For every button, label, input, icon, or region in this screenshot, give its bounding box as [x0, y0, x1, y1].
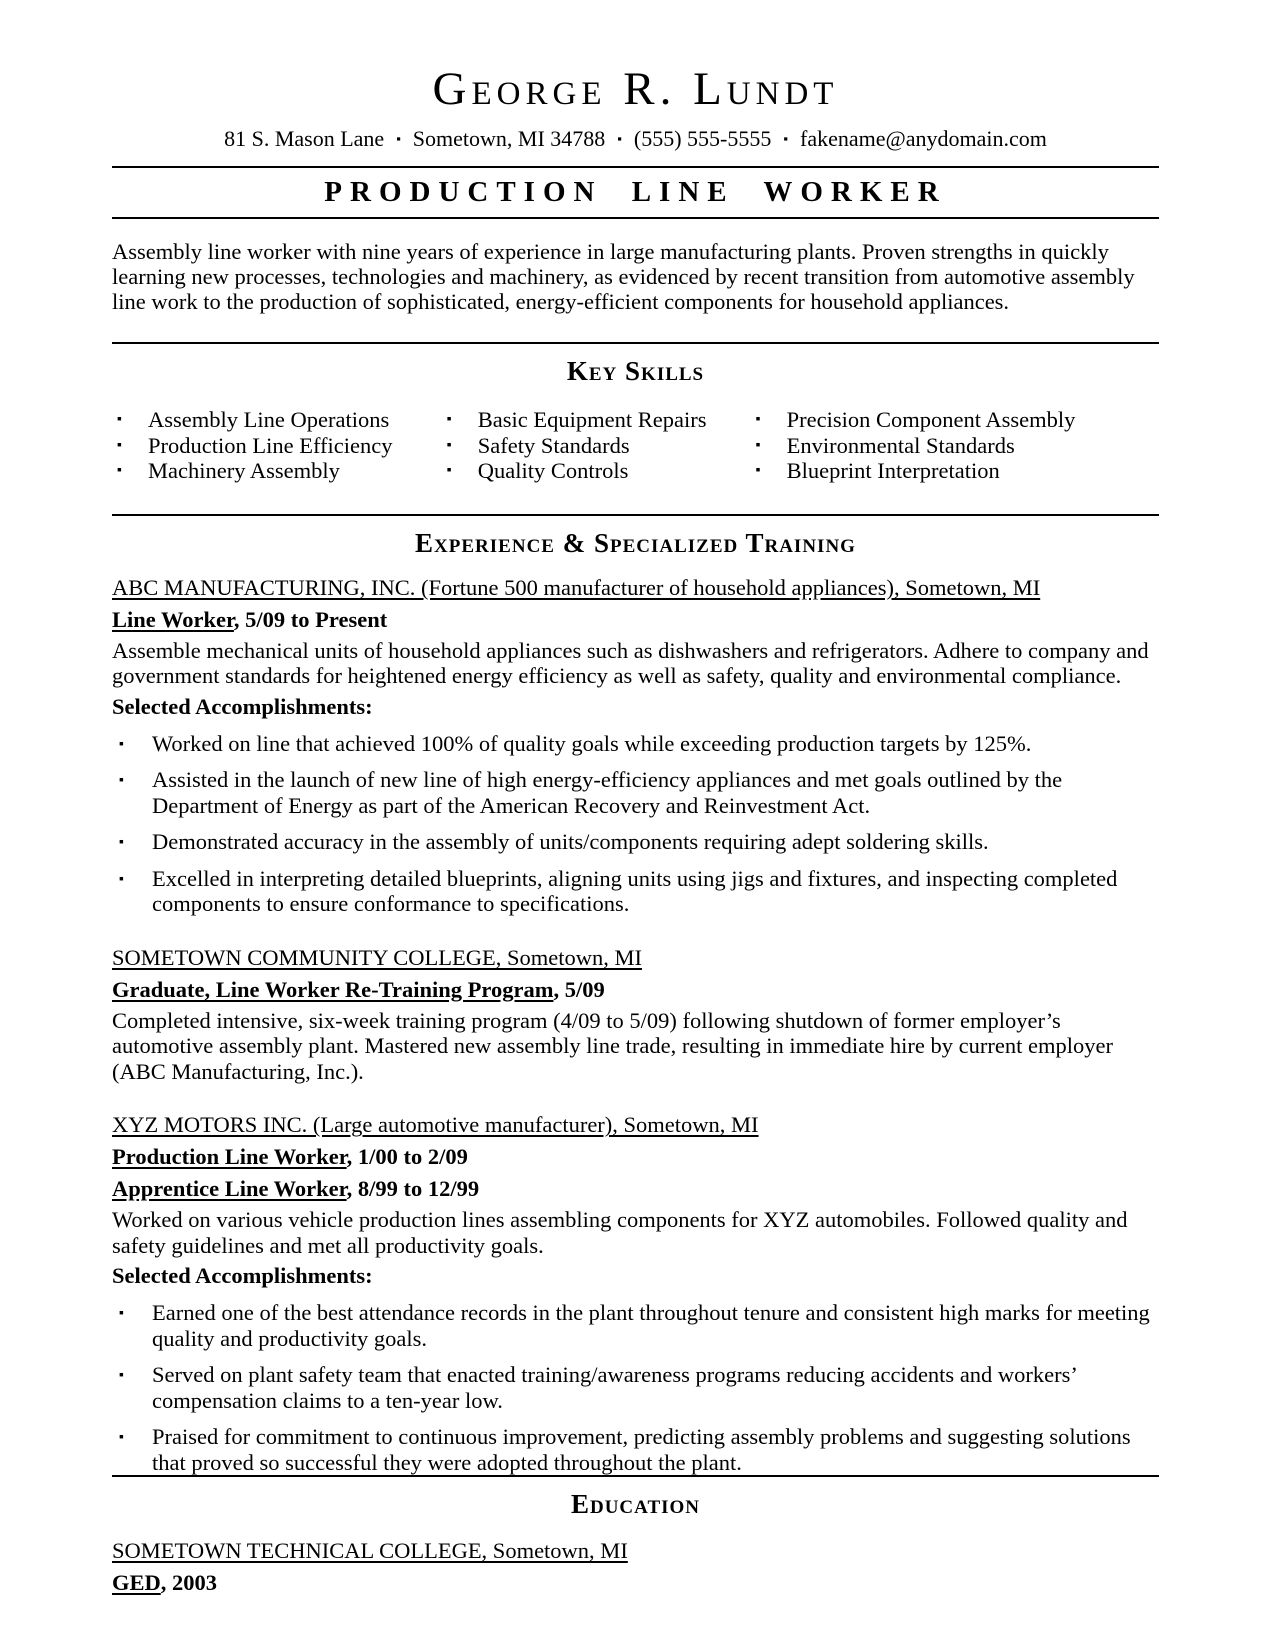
role-dates: , 5/09 to Present — [233, 606, 388, 632]
skill-label: Precision Component Assembly — [786, 407, 1076, 433]
role-dates: , 8/99 to 12/99 — [346, 1176, 480, 1202]
square-separator-icon: ▪ — [396, 130, 401, 146]
role-title: Apprentice Line Worker — [112, 1176, 347, 1202]
role-line — [112, 606, 1159, 634]
skill-item — [751, 407, 1159, 433]
accomplishment-text: Excelled in interpreting detailed blueprints, aligning units using jigs and fixtures, and inspecting completed components to ensure conformance to specifications. — [152, 865, 1118, 917]
skill-label: Safety Standards — [477, 432, 630, 458]
key-skills-columns — [112, 407, 1159, 484]
accomplishment-item — [112, 829, 1159, 855]
skill-item — [442, 458, 751, 484]
employer-line: XYZ MOTORS INC. (Large automotive manufacturer), Sometown, MI — [112, 1112, 759, 1138]
role-title: Production Line Worker — [112, 1144, 347, 1170]
person-name: George R. Lundt — [432, 63, 839, 115]
document-title: PRODUCTION LINE WORKER — [324, 175, 947, 208]
square-bullet-icon: ▪ — [117, 463, 122, 479]
skill-item — [112, 433, 442, 459]
horizontal-rule — [112, 1475, 1159, 1477]
horizontal-rule — [112, 166, 1159, 168]
square-bullet-icon: ▪ — [117, 412, 122, 428]
experience-entry-community-college — [112, 945, 1159, 1085]
accomplishment-text: Demonstrated accuracy in the assembly of units/components requiring adept soldering skills. — [152, 829, 989, 855]
accomplishment-item — [112, 1362, 1159, 1413]
accomplishment-item — [112, 767, 1159, 818]
skill-item — [751, 433, 1159, 459]
degree-line — [112, 1570, 1159, 1596]
accomplishment-text: Praised for commitment to continuous improvement, predicting assembly problems and suggesting solutions that proved so successful they were adopted throughout the plant. — [152, 1424, 1131, 1475]
role-line — [112, 1143, 1159, 1171]
accomplishment-item — [112, 1424, 1159, 1475]
contact-email: fakename@anydomain.com — [800, 125, 1047, 151]
role-title: Graduate, Line Worker Re-Training Program — [112, 976, 554, 1002]
experience-entry-xyz-motors — [112, 1112, 1159, 1475]
square-bullet-icon: ▪ — [119, 1368, 124, 1384]
skill-item — [442, 407, 751, 433]
accomplishments-list — [112, 1300, 1159, 1475]
accomplishment-text: Earned one of the best attendance records in the plant throughout tenure and consistent high marks for meeting quality and productivity goals. — [152, 1300, 1150, 1351]
skill-label: Quality Controls — [477, 458, 629, 484]
square-bullet-icon: ▪ — [755, 437, 761, 453]
skill-label: Assembly Line Operations — [148, 407, 390, 433]
horizontal-rule — [112, 342, 1159, 344]
square-bullet-icon: ▪ — [446, 437, 452, 453]
square-bullet-icon: ▪ — [446, 463, 452, 479]
square-bullet-icon: ▪ — [119, 871, 124, 887]
role-dates: , 5/09 — [553, 976, 605, 1002]
accomplishments-list — [112, 731, 1159, 917]
section-heading-key-skills: Key Skills — [566, 356, 705, 387]
entry-description: Worked on various vehicle production lines assembling components for XYZ automobiles. Followed quality and safety guidelines and met all productivity goals. — [112, 1207, 1128, 1258]
square-bullet-icon: ▪ — [446, 412, 452, 428]
role-dates: , 1/00 to 2/09 — [346, 1144, 468, 1170]
square-bullet-icon: ▪ — [119, 773, 124, 789]
school-line: SOMETOWN TECHNICAL COLLEGE, Sometown, MI — [112, 1538, 628, 1564]
square-bullet-icon: ▪ — [119, 835, 124, 851]
section-heading-experience: Experience & Specialized Training — [415, 527, 856, 558]
contact-address: 81 S. Mason Lane — [224, 125, 385, 151]
accomplishment-item — [112, 731, 1159, 757]
skill-label: Production Line Efficiency — [148, 432, 393, 458]
entry-description: Completed intensive, six-week training program (4/09 to 5/09) following shutdown of former employer’s automotive assembly plant. Mastered new assembly line trade, resulting in immediate hire by current employer (ABC Manufacturing, Inc.). — [112, 1007, 1113, 1084]
square-bullet-icon: ▪ — [119, 736, 124, 752]
contact-city: Sometown, MI 34788 — [412, 125, 606, 151]
skills-column — [751, 407, 1159, 484]
entry-description: Assemble mechanical units of household appliances such as dishwashers and refrigerators. Adhere to company and government standards for heightened energy efficiency as well as safety, quality and environmental compliance. — [112, 637, 1149, 689]
square-separator-icon: ▪ — [783, 130, 788, 146]
square-bullet-icon: ▪ — [119, 1306, 124, 1322]
skill-label: Environmental Standards — [786, 432, 1015, 458]
summary-paragraph: Assembly line worker with nine years of experience in large manufacturing plants. Proven strengths in quickly learning new processes, technologies and machinery, as evidenced by recent transition from automotive assembly line work to the production of sophisticated, energy-efficient components for household appliances. — [112, 239, 1135, 315]
skill-label: Machinery Assembly — [148, 458, 340, 484]
accomplishment-text: Served on plant safety team that enacted training/awareness programs reducing accidents and workers’ compensation claims to a ten-year low. — [152, 1362, 1077, 1413]
square-bullet-icon: ▪ — [117, 437, 122, 453]
employer-line: SOMETOWN COMMUNITY COLLEGE, Sometown, MI — [112, 944, 642, 970]
horizontal-rule — [112, 217, 1159, 219]
role-line — [112, 976, 1159, 1004]
square-bullet-icon: ▪ — [755, 463, 761, 479]
degree-dates: , 2003 — [160, 1570, 218, 1596]
role-title: Line Worker — [112, 606, 234, 632]
employer-line: ABC MANUFACTURING, INC. (Fortune 500 manufacturer of household appliances), Sometown, MI — [112, 574, 1041, 600]
square-separator-icon: ▪ — [617, 130, 622, 146]
contact-phone: (555) 555-5555 — [633, 125, 772, 151]
skill-item — [112, 458, 442, 484]
skill-item — [442, 433, 751, 459]
experience-entry-abc-manufacturing — [112, 575, 1159, 917]
degree-name: GED — [112, 1570, 161, 1596]
skill-label: Blueprint Interpretation — [786, 458, 1000, 484]
accomplishment-text: Assisted in the launch of new line of high energy-efficiency appliances and met goals outlined by the Department of Energy as part of the American Recovery and Reinvestment Act. — [152, 767, 1063, 818]
accomplishment-text: Worked on line that achieved 100% of quality goals while exceeding production targets by 125%. — [152, 730, 1032, 756]
accomplishments-label: Selected Accomplishments: — [112, 693, 373, 719]
skills-column — [112, 407, 442, 484]
section-heading-education: Education — [570, 1489, 701, 1520]
skill-item — [751, 458, 1159, 484]
accomplishments-label: Selected Accomplishments: — [112, 1263, 373, 1289]
skills-column — [442, 407, 751, 484]
role-line — [112, 1175, 1159, 1203]
skill-item — [112, 407, 442, 433]
contact-line — [112, 126, 1159, 152]
square-bullet-icon: ▪ — [119, 1430, 124, 1446]
horizontal-rule — [112, 514, 1159, 516]
square-bullet-icon: ▪ — [755, 412, 761, 428]
skill-label: Basic Equipment Repairs — [477, 407, 707, 433]
accomplishment-item — [112, 1300, 1159, 1351]
accomplishment-item — [112, 866, 1159, 917]
